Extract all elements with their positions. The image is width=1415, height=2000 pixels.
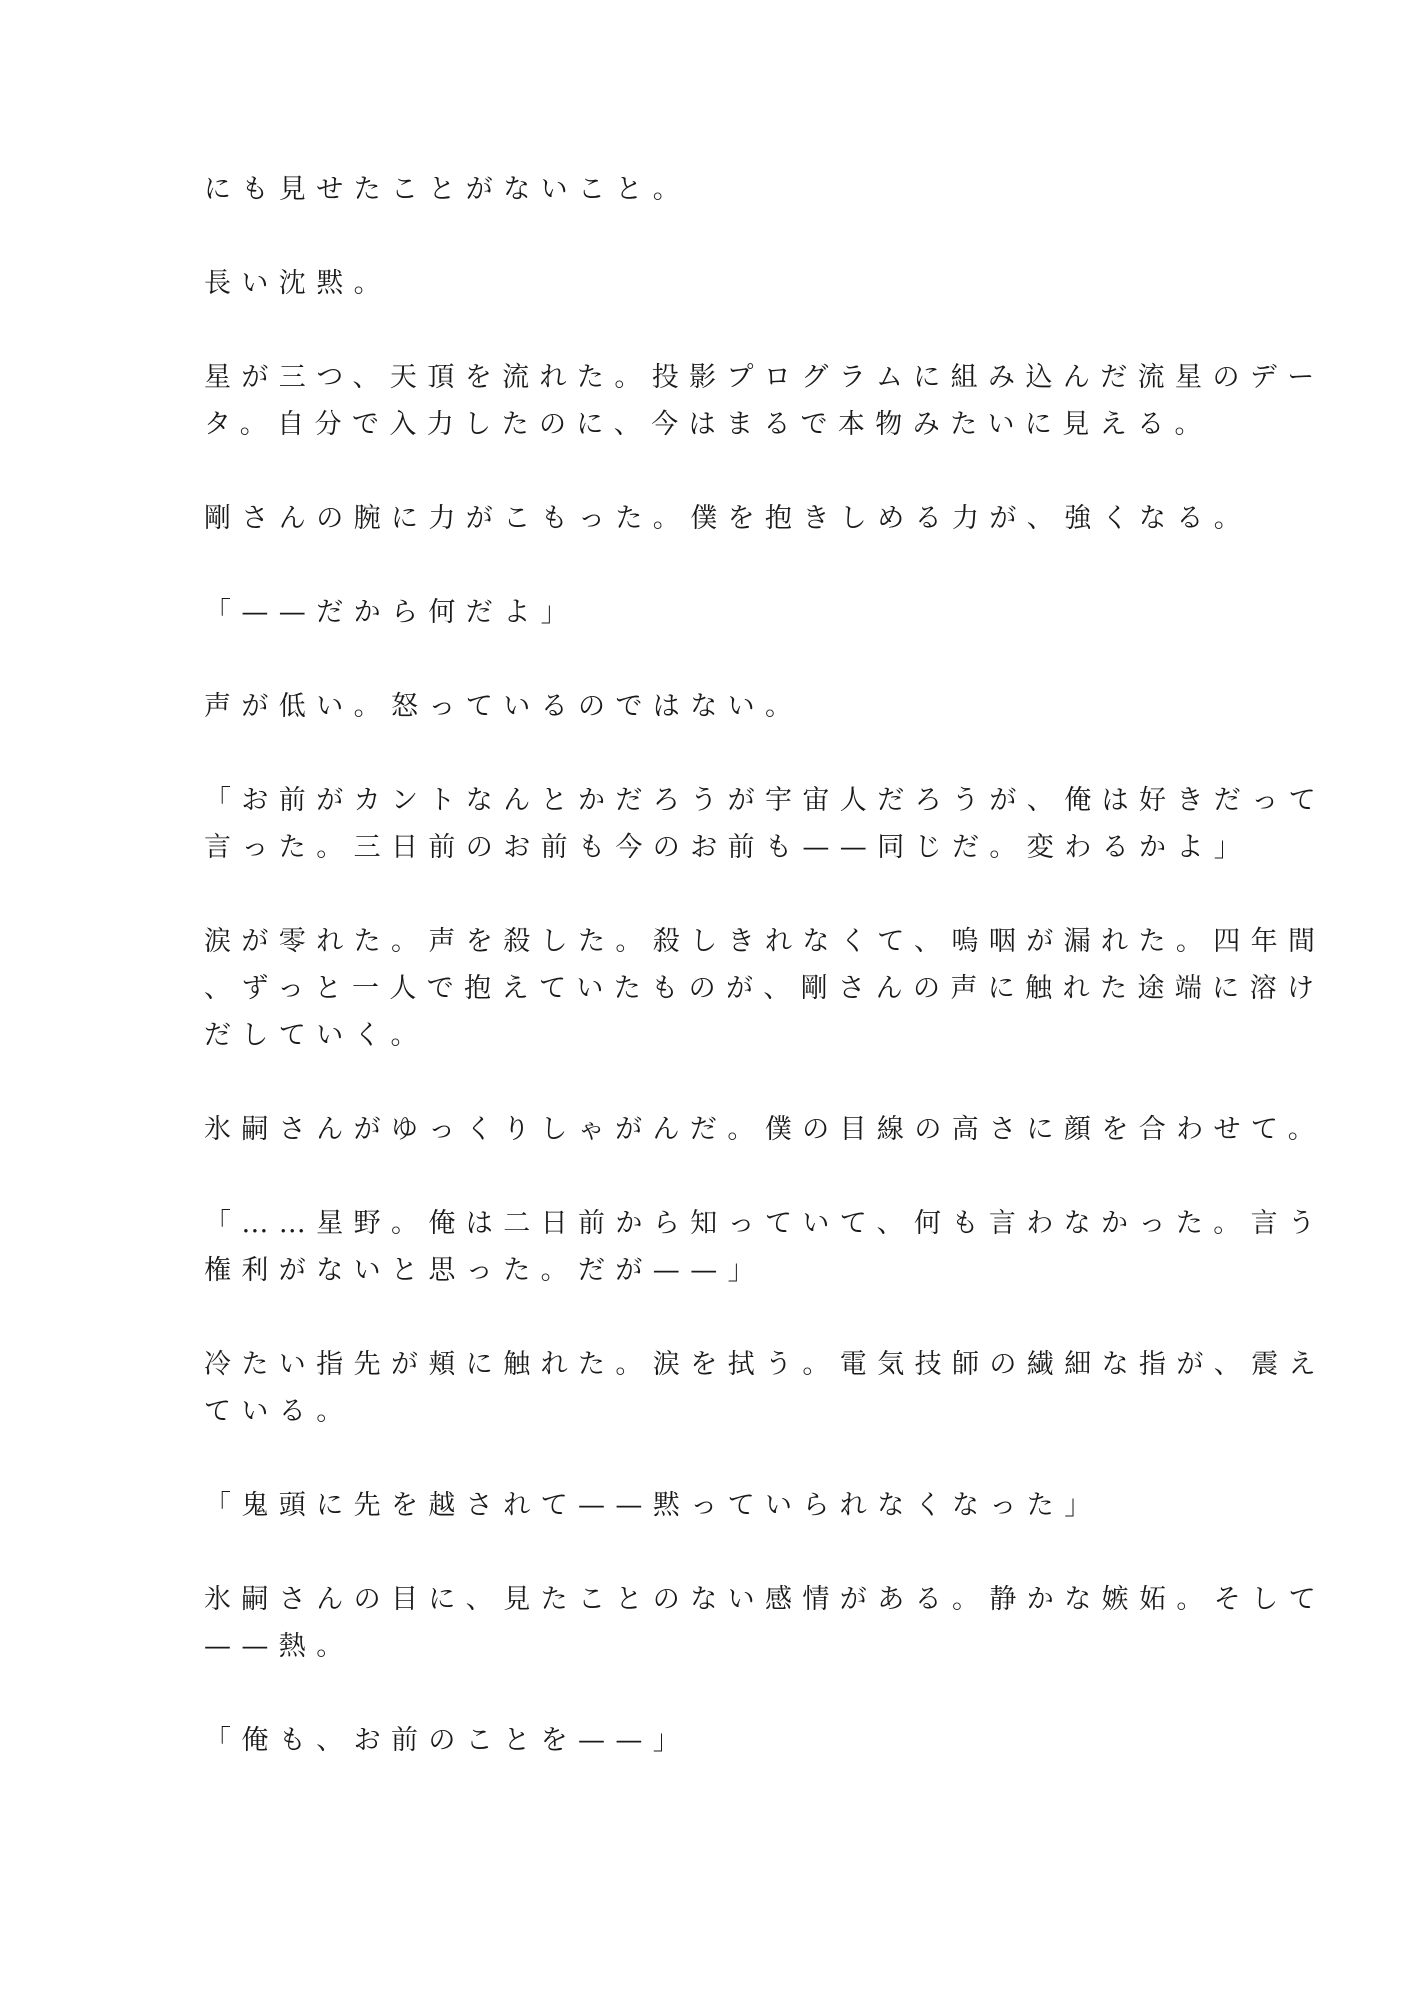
paragraph-10 (204, 1200, 1326, 1294)
text-line: 「……星野。俺は二日前から知っていて、何も言わなかった。言う (204, 1208, 1326, 1239)
body-text (204, 166, 1326, 1811)
text-line: 星が三つ、天頂を流れた。投影プログラムに組み込んだ流星のデー (204, 362, 1325, 393)
paragraph-14 (204, 1717, 1204, 1764)
text-line: タ。自分で入力したのに、今はまるで本物みたいに見える。 (204, 409, 1212, 440)
paragraph-13 (204, 1576, 1326, 1670)
text-line: 声が低い。怒っているのではない。 (204, 691, 803, 722)
paragraph-4 (204, 495, 1252, 542)
paragraph-1 (204, 166, 1204, 213)
text-line: 「——だから何だよ」 (204, 597, 578, 628)
paragraph-6 (204, 683, 1204, 730)
paragraph-5 (204, 589, 1204, 636)
text-line: 「お前がカントなんとかだろうが宇宙人だろうが、俺は好きだって (204, 785, 1326, 816)
text-line: ている。 (204, 1396, 354, 1427)
text-line: 「鬼頭に先を越されて——黙っていられなくなった」 (204, 1490, 1102, 1521)
paragraph-9 (204, 1106, 1326, 1153)
paragraph-3 (204, 354, 1325, 448)
text-line: だしていく。 (204, 1020, 428, 1051)
text-line: 氷嗣さんがゆっくりしゃがんだ。僕の目線の高さに顔を合わせて。 (204, 1114, 1326, 1145)
text-line: 権利がないと思った。だが——」 (204, 1255, 765, 1286)
text-line: 涙が零れた。声を殺した。殺しきれなくて、嗚咽が漏れた。四年間 (204, 926, 1326, 957)
text-line: 冷たい指先が頬に触れた。涙を拭う。電気技師の繊細な指が、震え (204, 1349, 1326, 1380)
text-line: 「俺も、お前のことを——」 (204, 1725, 691, 1756)
paragraph-7 (204, 777, 1326, 871)
text-line: 長い沈黙。 (204, 268, 391, 299)
text-line: 言った。三日前のお前も今のお前も——同じだ。変わるかよ」 (204, 832, 1252, 863)
text-line: 氷嗣さんの目に、見たことのない感情がある。静かな嫉妬。そして (204, 1584, 1326, 1615)
paragraph-2 (204, 260, 1204, 307)
paragraph-12 (204, 1482, 1204, 1529)
text-line: にも見せたことがないこと。 (204, 174, 691, 205)
paragraph-8 (204, 918, 1326, 1059)
text-line: ——熱。 (204, 1631, 354, 1662)
text-line: 、ずっと一人で抱えていたものが、剛さんの声に触れた途端に溶け (204, 973, 1325, 1004)
text-line: 剛さんの腕に力がこもった。僕を抱きしめる力が、強くなる。 (204, 503, 1252, 534)
paragraph-11 (204, 1341, 1326, 1435)
